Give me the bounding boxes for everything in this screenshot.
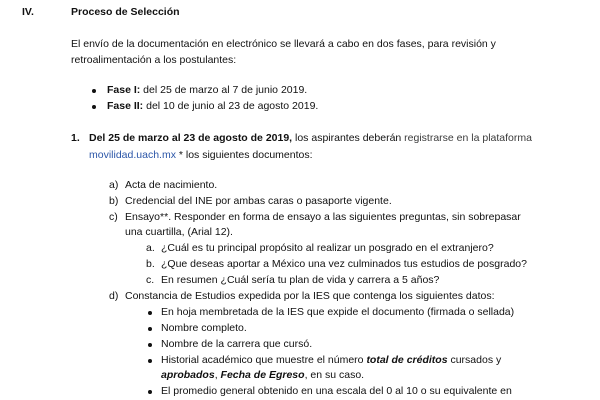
doc-c-line-1: Ensayo**. Responder en forma de ensayo a las siguientes preguntas, sin sobrepasar [125, 211, 521, 223]
item-1-register: registrarse en la plataforma [404, 132, 532, 144]
doc-d-bullet-2: Nombre completo. [161, 322, 247, 334]
section-number: IV. [22, 6, 34, 18]
doc-d-bullet-1: En hoja membretada de la IES que expide el documento (firmada o sellada) [161, 306, 515, 318]
doc-c-line-2: una cuartilla, (Arial 12). [125, 226, 233, 238]
doc-b-label: b) [109, 195, 119, 207]
doc-b-text: Credencial del INE por ambas caras o pasaporte vigente. [125, 195, 392, 207]
question-c-text: En resumen ¿Cuál sería tu plan de vida y carrera a 5 años? [161, 274, 440, 286]
phase-1 [107, 83, 307, 97]
platform-link[interactable]: movilidad.uach.mx [89, 149, 176, 161]
bullet-4-line2-post: , en su caso. [304, 369, 365, 381]
item-1-after-link: * los siguientes documentos: [175, 149, 313, 161]
doc-d-bullet-4-line-1 [161, 353, 501, 367]
bullet-icon [148, 327, 152, 331]
doc-d-text: Constancia de Estudios expedida por la IES que contenga los siguientes datos: [125, 290, 495, 302]
phase-1-label: Fase I: [107, 84, 141, 96]
bullet-icon [92, 105, 96, 109]
bullet-icon [148, 343, 152, 347]
item-1-number: 1. [71, 132, 80, 144]
question-b-text: ¿Que deseas aportar a México una vez culminados tus estudios de posgrado? [161, 258, 527, 270]
doc-d-bullet-4-line-2 [161, 368, 364, 382]
item-1-text: los aspirantes deberán [292, 132, 405, 144]
item-1-line-2 [89, 148, 313, 162]
doc-d-bullet-3: Nombre de la carrera que cursó. [161, 338, 313, 350]
question-a-label: a. [146, 242, 155, 254]
question-b-label: b. [146, 258, 155, 270]
bullet-4-em: total de créditos [366, 354, 448, 366]
question-c-label: c. [146, 274, 155, 286]
doc-d-bullet-5: El promedio general obtenido en una escala del 0 al 10 o su equivalente en [161, 385, 512, 397]
intro-line-1: El envío de la documentación en electrónico se llevará a cabo en dos fases, para revisión y [71, 38, 496, 50]
bullet-4-pre: Historial académico que muestre el número [161, 354, 367, 366]
question-a-text: ¿Cuál es tu principal propósito al realizar un posgrado en el extranjero? [161, 242, 494, 254]
bullet-4-em-1: aprobados [161, 369, 215, 381]
bullet-icon [92, 89, 96, 93]
doc-a-text: Acta de nacimiento. [125, 179, 218, 191]
phase-2-text: del 10 de junio al 23 de agosto 2019. [143, 100, 319, 112]
phase-1-text: del 25 de marzo al 7 de junio 2019. [140, 84, 308, 96]
bullet-icon [148, 311, 152, 315]
section-title: Proceso de Selección [71, 6, 180, 18]
phase-2 [107, 99, 318, 113]
bullet-icon [148, 359, 152, 363]
bullet-4-mid: , [214, 369, 221, 381]
doc-a-label: a) [109, 179, 119, 191]
phase-2-label: Fase II: [107, 100, 144, 112]
bullet-4-post: cursados y [447, 354, 502, 366]
item-1-bold: Del 25 de marzo al 23 de agosto de 2019, [89, 132, 293, 144]
item-1-line-1 [89, 131, 532, 145]
intro-line-2: retroalimentación a los postulantes: [71, 54, 237, 66]
doc-c-label: c) [109, 211, 118, 223]
bullet-icon [148, 390, 152, 394]
doc-d-label: d) [109, 290, 119, 302]
bullet-4-em-2: Fecha de Egreso [220, 369, 305, 381]
